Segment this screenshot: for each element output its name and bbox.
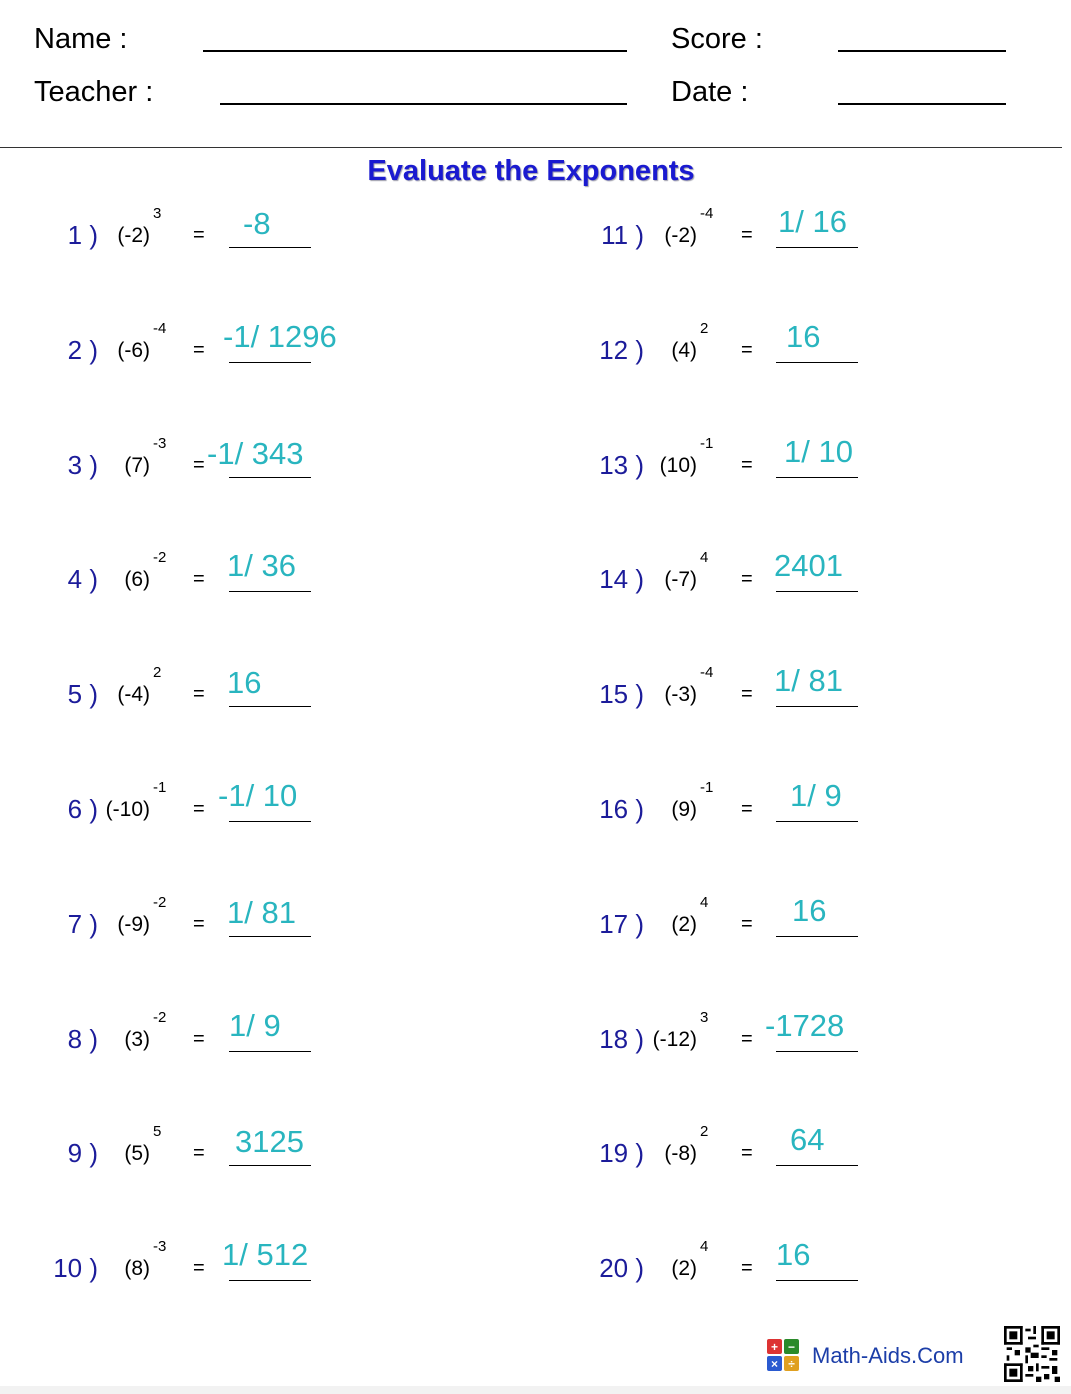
site-name: Math-Aids.Com — [812, 1343, 964, 1368]
problem-number: 8 ) — [67, 1024, 98, 1054]
problem-number: 2 ) — [67, 335, 98, 365]
problem-base: (-2) — [664, 224, 697, 247]
equals-sign: = — [741, 568, 753, 590]
answer-text: 1/ 81 — [774, 663, 843, 698]
problem-base: (5) — [124, 1142, 150, 1165]
problem-number: 9 ) — [67, 1138, 98, 1168]
date-field-line[interactable] — [838, 103, 1006, 105]
problem-number: 17 ) — [599, 909, 644, 939]
problem-base: (8) — [124, 1257, 150, 1280]
answer-text: 1/ 512 — [222, 1237, 309, 1272]
problem-exponent: -1 — [700, 435, 714, 452]
answer-text: -1/ 343 — [207, 436, 304, 471]
problem-exponent: 3 — [700, 1009, 709, 1026]
problem-number: 16 ) — [599, 794, 644, 824]
equals-sign: = — [193, 798, 205, 820]
answer-text: 16 — [776, 1237, 811, 1272]
answer-text: 3125 — [235, 1124, 304, 1159]
equals-sign: = — [193, 913, 205, 935]
answer-text: 16 — [227, 665, 262, 700]
problem-base: (-4) — [117, 683, 150, 706]
problem-exponent: 2 — [700, 320, 709, 337]
date-label: Date : — [671, 76, 749, 108]
equals-sign: = — [193, 1028, 205, 1050]
problem-exponent: -3 — [153, 1238, 167, 1255]
problem-exponent: 2 — [700, 1123, 709, 1140]
problem-exponent: -4 — [700, 205, 714, 222]
problem-number: 15 ) — [599, 679, 644, 709]
score-label: Score : — [671, 23, 763, 55]
answer-blank[interactable] — [776, 706, 858, 707]
problem-exponent: -1 — [700, 779, 714, 796]
equals-sign: = — [741, 454, 753, 476]
equals-sign: = — [741, 798, 753, 820]
answer-text: 16 — [786, 319, 821, 354]
problem-item — [0, 778, 1071, 854]
equals-sign: = — [193, 454, 205, 476]
problem-number: 18 ) — [599, 1024, 644, 1054]
answer-text: -1/ 1296 — [223, 319, 337, 354]
problem-exponent: -2 — [153, 1009, 167, 1026]
answer-text: 1/ 16 — [778, 204, 847, 239]
answer-blank[interactable] — [776, 1165, 858, 1166]
problem-exponent: -4 — [153, 320, 167, 337]
problem-exponent: -3 — [153, 435, 167, 452]
equals-sign: = — [741, 1142, 753, 1164]
problem-base: (4) — [671, 339, 697, 362]
problem-base: (9) — [671, 798, 697, 821]
problem-number: 3 ) — [67, 450, 98, 480]
problem-base: (-7) — [664, 568, 697, 591]
teacher-field-line[interactable] — [220, 103, 627, 105]
problem-number: 5 ) — [67, 679, 98, 709]
problem-item — [0, 663, 1071, 739]
qr-code-icon — [1004, 1326, 1060, 1382]
answer-text: 1/ 81 — [227, 895, 296, 930]
answer-text: 16 — [792, 893, 827, 928]
problem-number: 12 ) — [599, 335, 644, 365]
page-bottom-edge — [0, 1386, 1071, 1394]
problem-base: (-2) — [117, 224, 150, 247]
equals-sign: = — [741, 339, 753, 361]
problem-number: 20 ) — [599, 1253, 644, 1283]
name-field-line[interactable] — [203, 50, 627, 52]
equals-sign: = — [741, 224, 753, 246]
math-operators-icon: + − × ÷ — [767, 1339, 799, 1371]
problem-number: 13 ) — [599, 450, 644, 480]
equals-sign: = — [193, 683, 205, 705]
answer-blank[interactable] — [776, 821, 858, 822]
answer-text: -1/ 10 — [218, 778, 298, 813]
equals-sign: = — [741, 1257, 753, 1279]
answer-text: 64 — [790, 1122, 825, 1157]
equals-sign: = — [741, 683, 753, 705]
answer-blank[interactable] — [776, 477, 858, 478]
problem-base: (-3) — [664, 683, 697, 706]
problem-exponent: -2 — [153, 549, 167, 566]
equals-sign: = — [193, 568, 205, 590]
problem-number: 14 ) — [599, 564, 644, 594]
answer-text: 1/ 10 — [784, 434, 853, 469]
problem-base: (-8) — [664, 1142, 697, 1165]
answer-blank[interactable] — [776, 247, 858, 248]
answer-blank[interactable] — [776, 591, 858, 592]
problem-base: (-9) — [117, 913, 150, 936]
header-divider — [0, 147, 1062, 148]
problem-number: 1 ) — [67, 220, 98, 250]
problem-base: (6) — [124, 568, 150, 591]
problem-exponent: 3 — [153, 205, 162, 222]
equals-sign: = — [741, 913, 753, 935]
answer-text: -8 — [243, 206, 271, 241]
answer-text: -1728 — [765, 1008, 845, 1043]
problem-base: (10) — [659, 454, 697, 477]
equals-sign: = — [193, 224, 205, 246]
answer-blank[interactable] — [776, 936, 858, 937]
problem-exponent: 4 — [700, 894, 709, 911]
answer-blank[interactable] — [776, 362, 858, 363]
problem-base: (3) — [124, 1028, 150, 1051]
name-label: Name : — [34, 23, 128, 55]
problem-base: (2) — [671, 1257, 697, 1280]
worksheet-title: Evaluate the Exponents — [367, 155, 695, 187]
problem-base: (-6) — [117, 339, 150, 362]
problem-number: 6 ) — [67, 794, 98, 824]
answer-text: 1/ 36 — [227, 548, 296, 583]
problem-item — [0, 204, 1071, 280]
problem-base: (7) — [124, 454, 150, 477]
answer-text: 2401 — [774, 548, 843, 583]
equals-sign: = — [741, 1028, 753, 1050]
problem-item — [0, 319, 1071, 395]
problem-item — [0, 1237, 1071, 1313]
problem-item — [0, 893, 1071, 969]
problem-exponent: -1 — [153, 779, 167, 796]
teacher-label: Teacher : — [34, 76, 154, 108]
problem-number: 11 ) — [601, 220, 644, 250]
problem-base: (-12) — [652, 1028, 697, 1051]
equals-sign: = — [193, 1257, 205, 1279]
problem-exponent: 4 — [700, 1238, 709, 1255]
equals-sign: = — [193, 339, 205, 361]
problem-number: 10 ) — [53, 1253, 98, 1283]
problem-item — [0, 434, 1071, 510]
problem-exponent: -4 — [700, 664, 714, 681]
problem-base: (2) — [671, 913, 697, 936]
equals-sign: = — [193, 1142, 205, 1164]
problem-exponent: 2 — [153, 664, 162, 681]
problem-exponent: 5 — [153, 1123, 162, 1140]
problem-base: (-10) — [105, 798, 150, 821]
problem-item — [0, 1122, 1071, 1198]
answer-text: 1/ 9 — [229, 1008, 281, 1043]
answer-blank[interactable] — [776, 1280, 858, 1281]
problem-item — [0, 548, 1071, 624]
problem-exponent: -2 — [153, 894, 167, 911]
answer-text: 1/ 9 — [790, 778, 842, 813]
problem-exponent: 4 — [700, 549, 709, 566]
score-field-line[interactable] — [838, 50, 1006, 52]
problem-number: 19 ) — [599, 1138, 644, 1168]
problem-item — [0, 1008, 1071, 1084]
problem-number: 7 ) — [67, 909, 98, 939]
problem-number: 4 ) — [67, 564, 98, 594]
answer-blank[interactable] — [776, 1051, 858, 1052]
